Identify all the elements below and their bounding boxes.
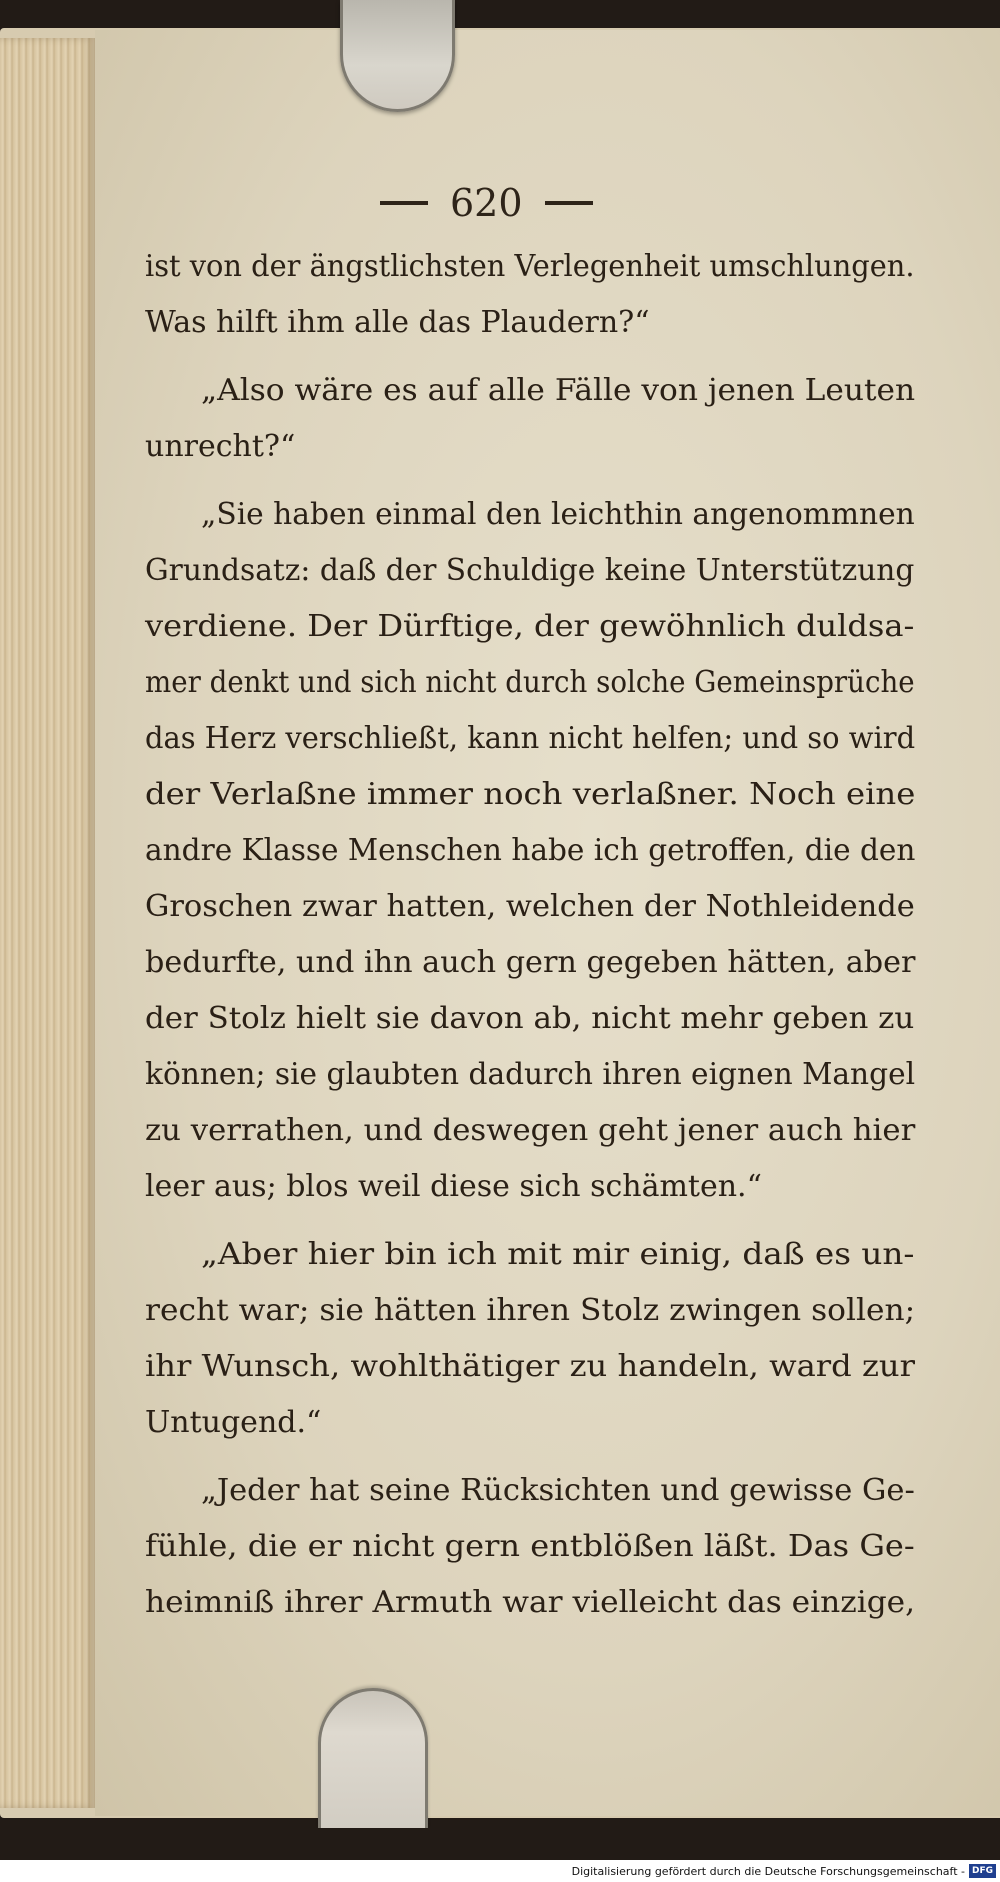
- text-line: „Sie haben einmal den leichthin angenommnen: [201, 497, 915, 532]
- text-line: „Jeder hat seine Rücksichten und gewisse Ge-: [201, 1473, 915, 1508]
- text-line: Untugend.“: [145, 1405, 322, 1440]
- text-line: Was hilft ihm alle das Plaudern?“: [145, 305, 650, 340]
- text-line: fühle, die er nicht gern entblößen läßt. Das Ge-: [145, 1529, 915, 1564]
- text-line: recht war; sie hätten ihren Stolz zwingen sollen;: [145, 1293, 916, 1328]
- text-line: heimniß ihrer Armuth war vielleicht das einzige,: [145, 1585, 916, 1620]
- text-line: „Aber hier bin ich mit mir einig, daß es un-: [201, 1237, 915, 1272]
- top-page-clip: [340, 0, 455, 112]
- credit-text: Digitalisierung gefördert durch die Deutsche Forschungsgemeinschaft -: [571, 1864, 965, 1878]
- bottom-page-clip: [318, 1688, 428, 1828]
- text-line: leer aus; blos weil diese sich schämten.“: [145, 1169, 762, 1204]
- text-line: mer denkt und sich nicht durch solche Gemeinsprüche: [145, 665, 915, 700]
- digitization-credit: [0, 1860, 1000, 1882]
- text-line: können; sie glaubten dadurch ihren eignen Mangel: [145, 1057, 916, 1092]
- text-line: ihr Wunsch, wohlthätiger zu handeln, ward zur: [145, 1349, 916, 1384]
- text-line: Grundsatz: daß der Schuldige keine Unterstützung: [145, 553, 915, 588]
- page-number-header: [380, 178, 680, 228]
- text-line: der Verlaßne immer noch verlaßner. Noch eine: [145, 777, 916, 812]
- dfg-logo: DFG: [969, 1864, 996, 1878]
- left-dash: [380, 201, 428, 205]
- text-line: unrecht?“: [145, 429, 296, 464]
- text-line: zu verrathen, und deswegen geht jener auch hier: [145, 1113, 916, 1148]
- text-line: der Stolz hielt sie davon ab, nicht mehr geben zu: [145, 1001, 915, 1036]
- text-line: „Also wäre es auf alle Fälle von jenen Leuten: [201, 373, 916, 408]
- text-line: Groschen zwar hatten, welchen der Nothleidende: [145, 889, 915, 924]
- text-line: andre Klasse Menschen habe ich getroffen, die den: [145, 833, 916, 868]
- text-line: ist von der ängstlichsten Verlegenheit umschlungen.: [145, 249, 915, 284]
- text-line: das Herz verschließt, kann nicht helfen; und so wird: [145, 721, 916, 756]
- page-number: 620: [450, 181, 523, 225]
- right-dash: [545, 201, 593, 205]
- page-edges: [0, 38, 95, 1808]
- text-line: bedurfte, und ihn auch gern gegeben hätten, aber: [145, 945, 916, 980]
- text-line: verdiene. Der Dürftige, der gewöhnlich duldsa-: [145, 609, 915, 644]
